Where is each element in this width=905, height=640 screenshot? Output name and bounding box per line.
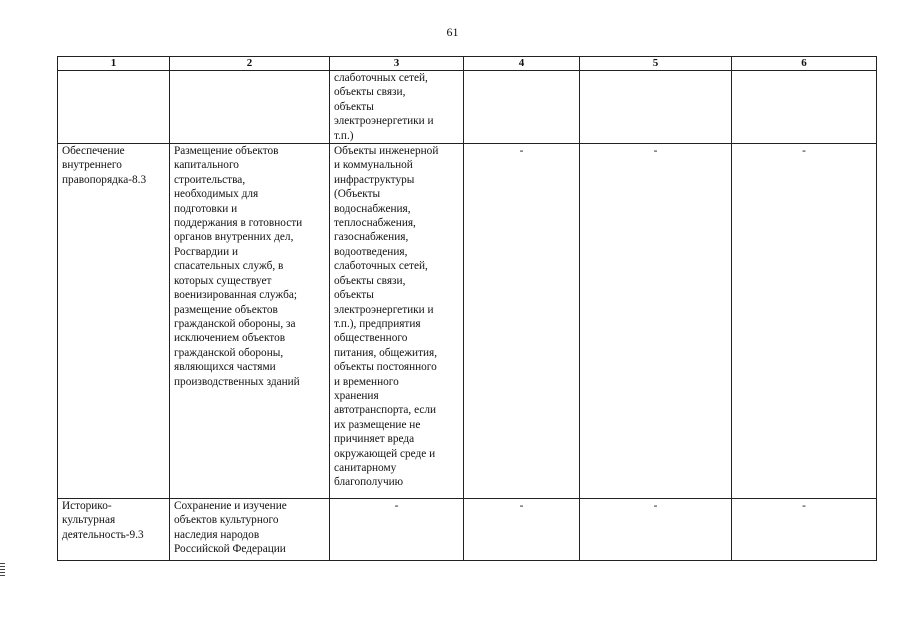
column-header-1: 1 — [58, 57, 170, 71]
scan-edge-mark — [0, 563, 5, 577]
table-row — [58, 144, 877, 499]
cell-col6: - — [732, 144, 877, 499]
cell-col5: - — [580, 144, 732, 499]
cell-col6 — [732, 71, 877, 144]
page-number: 61 — [446, 25, 459, 39]
cell-description: Размещение объектов капитального строительства, необходимых для подготовки и поддержания в готовности органов внутренних дел, Росгвардии и спасательных служб, в которых существует военизированная служба; размещение объектов гражданской обороны, за исключением объектов гражданской обороны, являющихся частями производственных зданий — [170, 144, 330, 499]
cell-permitted-objects: - — [330, 499, 464, 561]
cell-activity — [58, 71, 170, 144]
column-header-3: 3 — [330, 57, 464, 71]
cell-description: Сохранение и изучение объектов культурного наследия народов Российской Федерации — [170, 499, 330, 561]
cell-activity: Историко- культурная деятельность-9.3 — [58, 499, 170, 561]
cell-permitted-objects: Объекты инженерной и коммунальной инфраструктуры (Объекты водоснабжения, теплоснабжения, газоснабжения, водоотведения, слаботочных сетей, объекты связи, объекты электроэнергетики и т.п.), предприятия общественного питания, общежития, объекты постоянного и временного хранения автотранспорта, если их размещение не причиняет вреда окружающей среде и санитарному благополучию — [330, 144, 464, 499]
cell-col5 — [580, 71, 732, 144]
column-header-4: 4 — [464, 57, 580, 71]
cell-col4 — [464, 71, 580, 144]
table-row — [58, 499, 877, 561]
cell-activity: Обеспечение внутреннего правопорядка-8.3 — [58, 144, 170, 499]
column-header-2: 2 — [170, 57, 330, 71]
column-header-6: 6 — [732, 57, 877, 71]
column-header-5: 5 — [580, 57, 732, 71]
table-row — [58, 71, 877, 144]
cell-permitted-objects: слаботочных сетей, объекты связи, объекты электроэнергетики и т.п.) — [330, 71, 464, 144]
cell-col4: - — [464, 499, 580, 561]
table-header-row — [58, 57, 877, 71]
cell-description — [170, 71, 330, 144]
land-use-table — [57, 56, 877, 561]
cell-col5: - — [580, 499, 732, 561]
cell-col4: - — [464, 144, 580, 499]
cell-col6: - — [732, 499, 877, 561]
